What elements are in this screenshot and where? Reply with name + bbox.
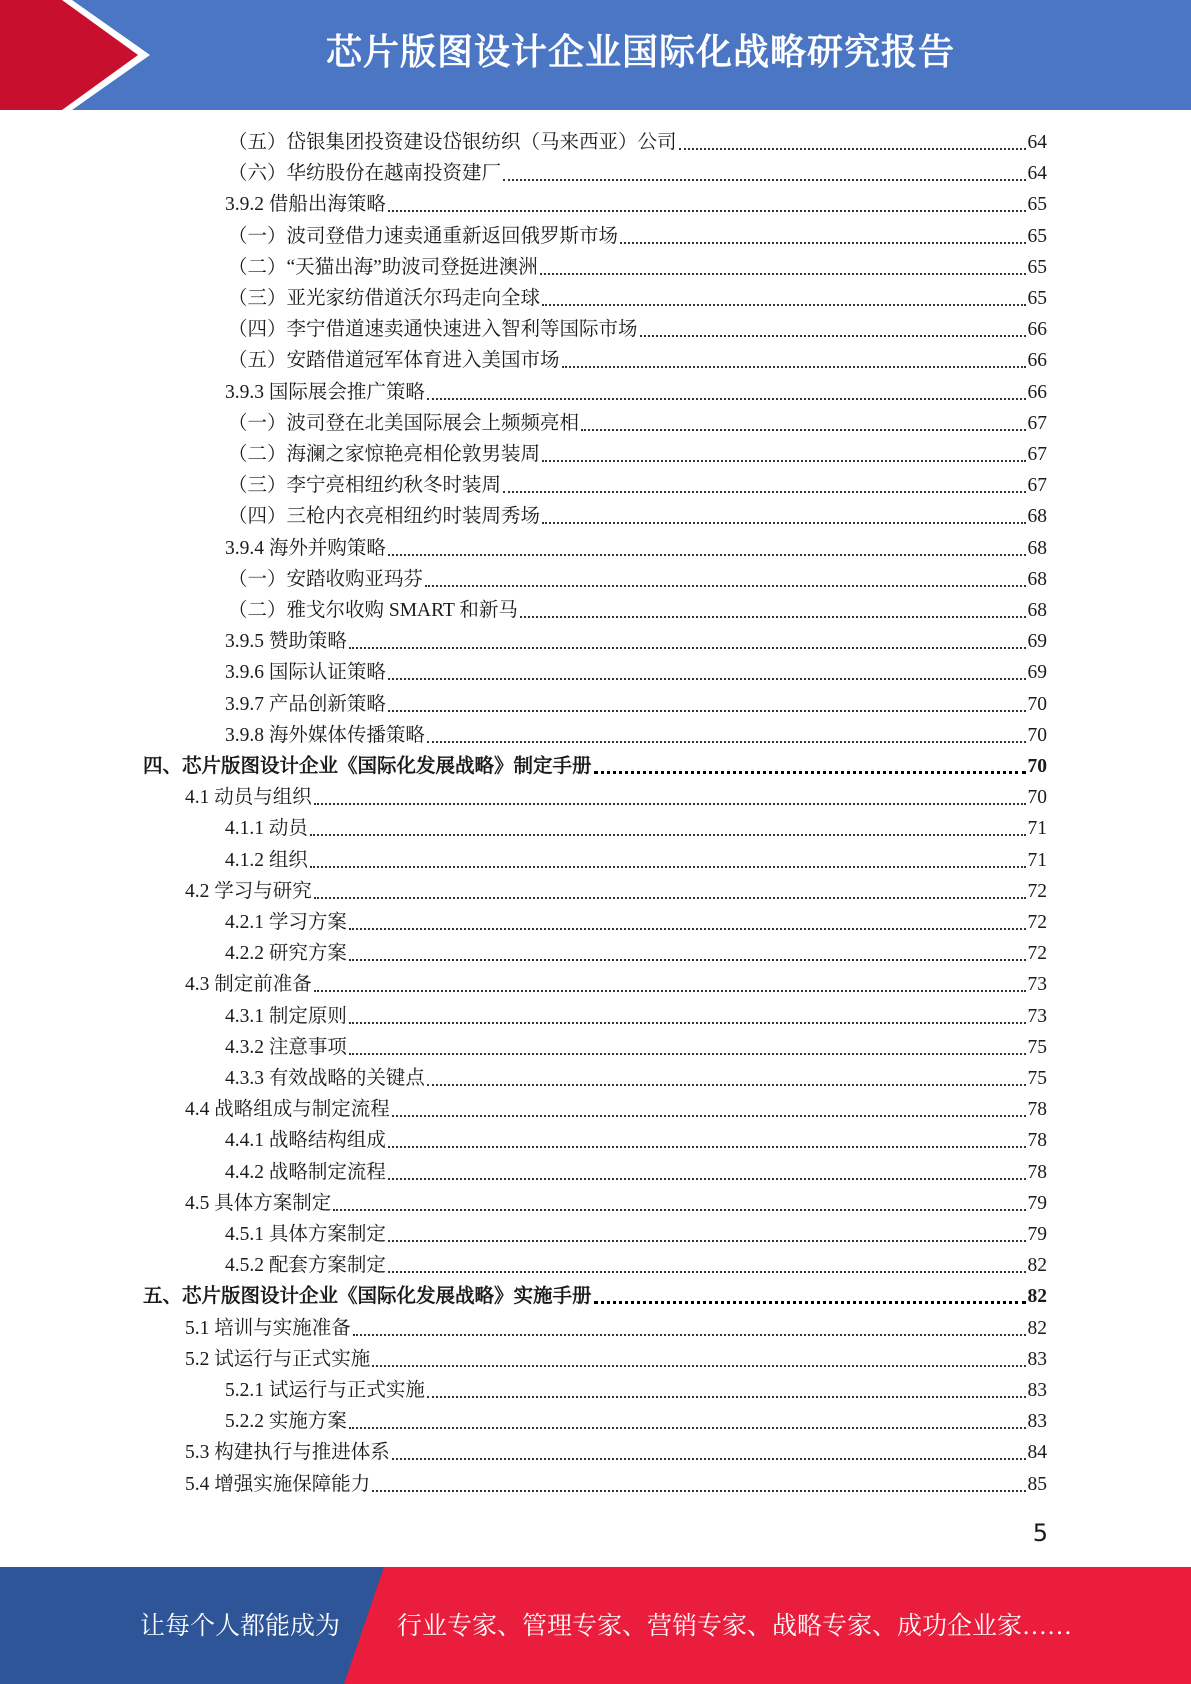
toc-entry-title: 4.5.1 具体方案制定 bbox=[225, 1224, 386, 1245]
toc-entry-title: 5.1 培训与实施准备 bbox=[185, 1317, 351, 1339]
toc-entry-title: 4.4 战略组成与制定流程 bbox=[185, 1099, 390, 1121]
toc-dot-leader bbox=[349, 927, 1026, 930]
toc-dot-leader bbox=[503, 178, 1025, 181]
toc-entry-page: 69 bbox=[1027, 662, 1047, 684]
toc-dot-leader bbox=[372, 1489, 1025, 1492]
toc-dot-leader bbox=[349, 958, 1026, 961]
toc-entry-page: 82 bbox=[1027, 1286, 1047, 1308]
toc-entry-title: 4.1.2 组织 bbox=[225, 849, 308, 871]
toc-entry[interactable] bbox=[225, 657, 1047, 688]
toc-entry[interactable] bbox=[228, 439, 1047, 470]
toc-dot-leader bbox=[542, 521, 1025, 524]
toc-entry-page: 70 bbox=[1027, 724, 1047, 746]
toc-dot-leader bbox=[333, 1208, 1025, 1211]
toc-entry-title: （二）海澜之家惊艳亮相伦敦男装周 bbox=[228, 444, 541, 465]
toc-entry[interactable] bbox=[225, 189, 1047, 220]
toc-dot-leader bbox=[427, 740, 1026, 743]
toc-entry-title: （三）亚光家纺借道沃尔玛走向全球 bbox=[228, 288, 541, 309]
toc-entry-title: 4.3.2 注意事项 bbox=[225, 1036, 347, 1058]
toc-entry-title: 4.2 学习与研究 bbox=[185, 880, 312, 902]
toc-entry-title: 4.3.3 有效战略的关键点 bbox=[225, 1068, 425, 1089]
toc-dot-leader bbox=[427, 1083, 1026, 1086]
toc-entry-page: 69 bbox=[1027, 631, 1047, 653]
toc-entry-title: （二）“天猫出海”助波司登挺进澳洲 bbox=[228, 256, 538, 278]
toc-dot-leader bbox=[349, 1052, 1026, 1055]
toc-dot-leader bbox=[542, 303, 1025, 306]
toc-entry[interactable] bbox=[225, 813, 1047, 844]
toc-entry[interactable] bbox=[225, 938, 1047, 969]
toc-entry-page: 70 bbox=[1027, 693, 1047, 715]
toc-entry-page: 84 bbox=[1027, 1442, 1047, 1464]
toc-entry-title: 5.2 试运行与正式实施 bbox=[185, 1348, 371, 1370]
toc-entry-page: 67 bbox=[1027, 444, 1047, 465]
toc-entry-title: 3.9.5 赞助策略 bbox=[225, 631, 347, 653]
toc-entry-title: 3.9.2 借船出海策略 bbox=[225, 194, 386, 216]
toc-entry[interactable] bbox=[225, 1219, 1047, 1250]
toc-entry-page: 65 bbox=[1027, 256, 1047, 278]
toc-dot-leader bbox=[388, 1145, 1026, 1148]
toc-dot-leader bbox=[388, 553, 1026, 556]
toc-entry-page: 78 bbox=[1027, 1130, 1047, 1152]
toc-entry-title: 4.3.1 制定原则 bbox=[225, 1005, 347, 1027]
toc-dot-leader bbox=[392, 1457, 1026, 1460]
toc-entry[interactable] bbox=[225, 1063, 1047, 1094]
toc-entry-page: 71 bbox=[1027, 849, 1047, 871]
toc-entry-title: （五）岱银集团投资建设岱银纺织（马来西亚）公司 bbox=[228, 132, 677, 153]
toc-entry-page: 73 bbox=[1027, 1005, 1047, 1027]
toc-entry-title: 五、芯片版图设计企业《国际化发展战略》实施手册 bbox=[143, 1286, 592, 1308]
toc-entry-title: 5.2.2 实施方案 bbox=[225, 1411, 347, 1433]
footer-slogan-right: 行业专家、管理专家、营销专家、战略专家、成功企业家…… bbox=[397, 1613, 1073, 1640]
toc-dot-leader bbox=[388, 677, 1026, 680]
toc-entry-page: 72 bbox=[1027, 912, 1047, 933]
toc-entry[interactable] bbox=[228, 158, 1047, 189]
toc-entry-page: 78 bbox=[1027, 1161, 1047, 1183]
toc-entry-page: 72 bbox=[1027, 880, 1047, 902]
toc-entry-title: （一）波司登借力速卖通重新返回俄罗斯市场 bbox=[228, 225, 619, 247]
toc-entry-title: （五）安踏借道冠军体育进入美国市场 bbox=[228, 350, 560, 372]
toc-entry-title: 4.3 制定前准备 bbox=[185, 974, 312, 996]
toc-dot-leader bbox=[349, 1021, 1026, 1024]
toc-entry-page: 83 bbox=[1027, 1411, 1047, 1433]
toc-entry-page: 72 bbox=[1027, 943, 1047, 965]
toc-entry-page: 79 bbox=[1027, 1224, 1047, 1245]
toc-entry[interactable] bbox=[228, 127, 1047, 158]
toc-entry[interactable] bbox=[185, 782, 1047, 813]
toc-entry-title: （四）三枪内衣亮相纽约时装周秀场 bbox=[228, 506, 541, 528]
toc-entry-page: 66 bbox=[1027, 319, 1047, 341]
toc-entry-title: 3.9.6 国际认证策略 bbox=[225, 662, 386, 684]
toc-entry[interactable] bbox=[185, 1094, 1047, 1125]
toc-entry-page: 83 bbox=[1027, 1380, 1047, 1401]
toc-entry[interactable] bbox=[228, 283, 1047, 314]
toc-entry-title: 4.2.1 学习方案 bbox=[225, 912, 347, 933]
toc-entry[interactable] bbox=[143, 751, 1047, 782]
toc-entry[interactable] bbox=[228, 408, 1047, 439]
toc-dot-leader bbox=[562, 365, 1026, 368]
toc-dot-leader bbox=[425, 584, 1025, 587]
toc-entry-title: 3.9.8 海外媒体传播策略 bbox=[225, 724, 425, 746]
toc-dot-leader bbox=[353, 1333, 1026, 1336]
toc-dot-leader bbox=[503, 490, 1025, 493]
page-number: 5 bbox=[1032, 1519, 1048, 1547]
toc-entry[interactable] bbox=[228, 345, 1047, 376]
toc-dot-leader bbox=[540, 272, 1026, 275]
toc-dot-leader bbox=[620, 241, 1025, 244]
toc-entry[interactable] bbox=[225, 1001, 1047, 1032]
toc-dot-leader bbox=[314, 896, 1026, 899]
toc-entry-title: 4.1.1 动员 bbox=[225, 818, 308, 840]
toc-entry-title: 4.5.2 配套方案制定 bbox=[225, 1255, 386, 1277]
toc-entry-page: 65 bbox=[1027, 194, 1047, 216]
toc-entry-title: 4.4.2 战略制定流程 bbox=[225, 1161, 386, 1183]
toc-entry-page: 70 bbox=[1027, 756, 1047, 777]
toc-dot-leader bbox=[427, 1395, 1026, 1398]
toc-entry[interactable] bbox=[228, 501, 1047, 532]
toc-entry[interactable] bbox=[185, 969, 1047, 1000]
toc-entry-title: 四、芯片版图设计企业《国际化发展战略》制定手册 bbox=[143, 756, 592, 777]
toc-entry-page: 85 bbox=[1027, 1473, 1047, 1495]
toc-entry-page: 66 bbox=[1027, 350, 1047, 372]
toc-dot-leader bbox=[679, 147, 1026, 150]
toc-entry-page: 75 bbox=[1027, 1068, 1047, 1089]
toc-entry-title: 5.4 增强实施保障能力 bbox=[185, 1473, 371, 1495]
toc-entry-title: 3.9.3 国际展会推广策略 bbox=[225, 381, 425, 403]
toc-entry-page: 68 bbox=[1027, 537, 1047, 559]
toc-entry[interactable] bbox=[225, 907, 1047, 938]
toc-entry[interactable] bbox=[225, 1032, 1047, 1063]
toc-dot-leader bbox=[581, 428, 1025, 431]
toc-entry[interactable] bbox=[225, 689, 1047, 720]
toc-entry[interactable] bbox=[185, 1437, 1047, 1468]
toc-entry-page: 79 bbox=[1027, 1192, 1047, 1214]
toc-entry-title: 4.4.1 战略结构组成 bbox=[225, 1130, 386, 1152]
report-title: 芯片版图设计企业国际化战略研究报告 bbox=[325, 32, 955, 73]
toc-entry-page: 83 bbox=[1027, 1348, 1047, 1370]
toc-entry[interactable] bbox=[185, 876, 1047, 907]
toc-dot-leader bbox=[349, 1426, 1026, 1429]
toc-entry[interactable] bbox=[225, 1125, 1047, 1156]
toc-dot-leader bbox=[392, 1114, 1026, 1117]
toc-dot-leader bbox=[388, 709, 1026, 712]
toc-entry[interactable] bbox=[225, 377, 1047, 408]
toc-entry-title: （四）李宁借道速卖通快速进入智利等国际市场 bbox=[228, 319, 638, 341]
toc-entry-title: （二）雅戈尔收购 SMART 和新马 bbox=[228, 600, 518, 621]
toc-entry-title: （一）安踏收购亚玛芬 bbox=[228, 568, 424, 590]
toc-dot-leader bbox=[542, 459, 1025, 462]
toc-entry[interactable] bbox=[225, 1406, 1047, 1437]
toc-dot-leader bbox=[388, 1270, 1026, 1273]
toc-entry[interactable] bbox=[228, 564, 1047, 595]
toc-entry[interactable] bbox=[228, 252, 1047, 283]
toc-entry-page: 71 bbox=[1027, 818, 1047, 840]
toc-entry[interactable] bbox=[228, 470, 1047, 501]
toc-entry-page: 65 bbox=[1027, 225, 1047, 247]
toc-entry-title: 3.9.4 海外并购策略 bbox=[225, 537, 386, 559]
toc-entry[interactable] bbox=[228, 595, 1047, 626]
toc-entry-title: （三）李宁亮相纽约秋冬时装周 bbox=[228, 475, 502, 497]
toc-dot-leader bbox=[520, 615, 1026, 618]
toc-entry[interactable] bbox=[225, 1250, 1047, 1281]
toc-dot-leader bbox=[594, 770, 1026, 774]
toc-entry-title: 4.1 动员与组织 bbox=[185, 787, 312, 809]
toc-entry[interactable] bbox=[228, 221, 1047, 252]
toc-dot-leader bbox=[349, 646, 1026, 649]
toc-entry-page: 68 bbox=[1027, 506, 1047, 528]
toc-dot-leader bbox=[388, 209, 1026, 212]
toc-entry-title: 4.2.2 研究方案 bbox=[225, 943, 347, 965]
toc-entry[interactable] bbox=[143, 1281, 1047, 1312]
toc-dot-leader bbox=[310, 865, 1026, 868]
toc-dot-leader bbox=[388, 1239, 1026, 1242]
toc-entry[interactable] bbox=[185, 1313, 1047, 1344]
toc-dot-leader bbox=[372, 1364, 1025, 1367]
toc-entry[interactable] bbox=[225, 845, 1047, 876]
toc-entry-title: （一）波司登在北美国际展会上频频亮相 bbox=[228, 412, 580, 434]
toc-entry-page: 64 bbox=[1027, 132, 1047, 153]
toc-dot-leader bbox=[310, 833, 1026, 836]
toc-dot-leader bbox=[427, 397, 1026, 400]
toc-entry[interactable] bbox=[225, 1375, 1047, 1406]
toc-entry-page: 82 bbox=[1027, 1255, 1047, 1277]
toc-entry-page: 70 bbox=[1027, 787, 1047, 809]
toc-entry-page: 66 bbox=[1027, 381, 1047, 403]
toc-entry[interactable] bbox=[225, 720, 1047, 751]
toc-entry[interactable] bbox=[225, 1157, 1047, 1188]
toc-entry-page: 68 bbox=[1027, 568, 1047, 590]
toc-dot-leader bbox=[594, 1300, 1026, 1304]
chevron-arrow-icon bbox=[0, 0, 160, 110]
toc-entry[interactable] bbox=[225, 626, 1047, 657]
toc-entry-title: 5.3 构建执行与推进体系 bbox=[185, 1442, 390, 1464]
footer-slogan-left: 让每个人都能成为 bbox=[140, 1613, 341, 1640]
toc-dot-leader bbox=[314, 989, 1026, 992]
toc-entry[interactable] bbox=[185, 1469, 1047, 1500]
toc-dot-leader bbox=[388, 1177, 1026, 1180]
toc-entry[interactable] bbox=[185, 1188, 1047, 1219]
toc-entry[interactable] bbox=[225, 533, 1047, 564]
toc-entry-page: 67 bbox=[1027, 475, 1047, 497]
toc-entry[interactable] bbox=[185, 1344, 1047, 1375]
toc-entry-page: 82 bbox=[1027, 1317, 1047, 1339]
toc-entry-page: 78 bbox=[1027, 1099, 1047, 1121]
toc-entry-page: 75 bbox=[1027, 1036, 1047, 1058]
toc-entry-page: 65 bbox=[1027, 288, 1047, 309]
toc-dot-leader bbox=[640, 334, 1026, 337]
toc-entry-page: 73 bbox=[1027, 974, 1047, 996]
toc-dot-leader bbox=[314, 802, 1026, 805]
toc-entry-title: （六）华纺股份在越南投资建厂 bbox=[228, 163, 502, 185]
page-header bbox=[0, 0, 1191, 110]
toc-entry-title: 5.2.1 试运行与正式实施 bbox=[225, 1380, 425, 1401]
toc-entry-page: 64 bbox=[1027, 163, 1047, 185]
toc-entry-title: 3.9.7 产品创新策略 bbox=[225, 693, 386, 715]
toc-entry-page: 67 bbox=[1027, 412, 1047, 434]
toc-entry[interactable] bbox=[228, 314, 1047, 345]
toc-entry-page: 68 bbox=[1027, 600, 1047, 621]
toc-entry-title: 4.5 具体方案制定 bbox=[185, 1192, 332, 1214]
